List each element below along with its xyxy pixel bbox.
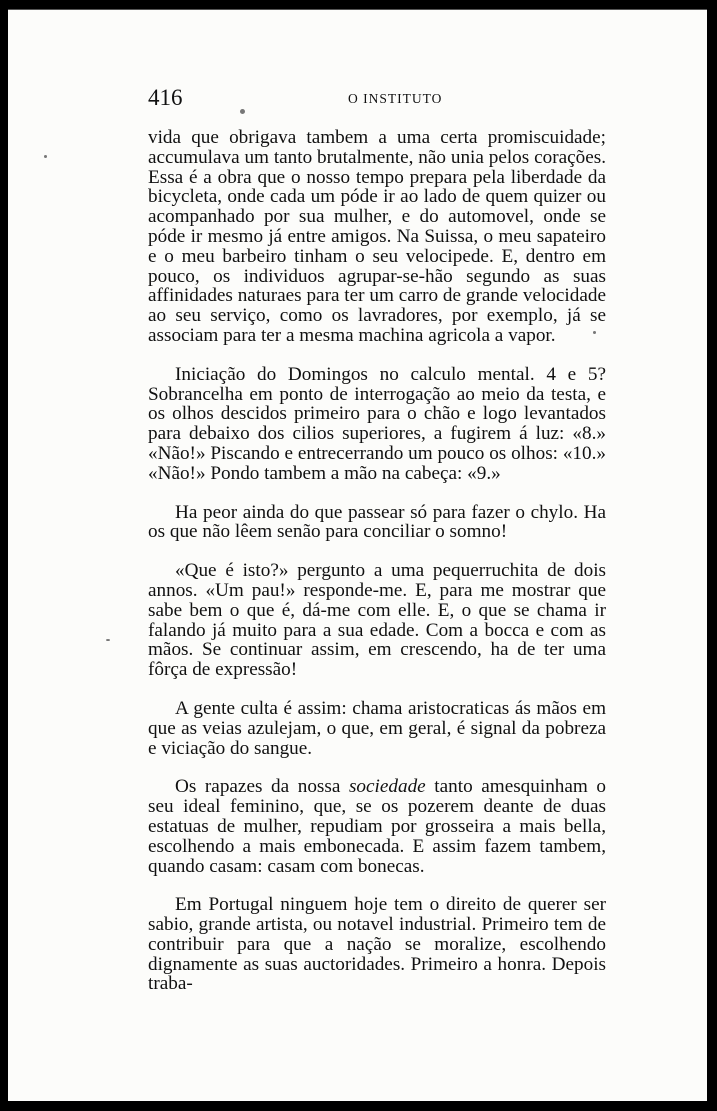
paragraph-society-start: Os rapazes da nossa (175, 776, 349, 798)
paragraph-mental-calculation: Iniciação do Domingos no calculo mental. 4 e 5? Sobrancelha em ponto de interrogação ao meio da testa, e os olhos descidos primeiro para o chão e logo levantados para debaixo dos cilios superiores, a fugirem á luz: «8.» «Não!» Piscando e entrecerrando um pouco os olhos: «10.» «Não!» Pondo tambem a mão na cabeça: «9.» (148, 363, 606, 484)
paragraph-bicycle: vida que obrigava tambem a uma certa promiscuidade; accumulava um tanto brutalmente, não unia pelos corações. Essa é a obra que o nosso tempo prepara pela liberdade da bicycleta, onde cada um póde ir ao lado de quem quizer ou acompanhado por sua mulher, e do automovel, onde se póde ir mesmo já entre amigos. Na Suissa, o meu sapateiro e o meu barbeiro tinham o seu velocipede. E, dentro em pouco, os individuos agrupar-se-hão segundo as suas affinidades naturaes para ter um carro de grande velocidade ao seu serviço, como os lavradores, por exemplo, já se associam para ter a mesma machina agricola a vapor. (148, 127, 606, 346)
paragraph-portugal: Em Portugal ninguem hoje tem o direito de querer ser sabio, grande artista, ou notavel industrial. Primeiro tem de contribuir para que a nação se moralize, escolhendo dignamente as suas auctoridades. Primeiro a honra. Depois traba- (148, 894, 606, 995)
ink-speck (44, 155, 47, 158)
paragraph-hands: A gente culta é assim: chama aristocraticas ás mãos em que as veias azulejam, o que, em geral, é signal da pobreza e viciação do sangue. (148, 697, 606, 759)
page-edge-line (8, 9, 707, 10)
paragraph-child: «Que é isto?» pergunto a uma pequerruchita de dois annos. «Um pau!» responde-me. E, para me mostrar que sabe bem o que é, dá-me com elle. E, o que se chama ir falando já muito para a sua edade. Com a bocca e com as mãos. Se continuar assim, em crescendo, ha de ter uma fôrça de expressão! (148, 560, 606, 681)
paragraph-society-end: tanto amesquinham o seu ideal feminino, que, se os pozerem deante de duas estatuas de mulher, repudiam por grosseira a mais bella, escolhendo a mais embonecada. E assim fazem tambem, quando casam: casam com bonecas. (148, 776, 607, 877)
page-header (148, 85, 606, 111)
scanned-page (8, 9, 707, 1101)
paragraph-society (148, 777, 606, 876)
ink-speck (106, 639, 110, 641)
body-text (148, 128, 606, 1013)
emphasis-sociedade: sociedade (348, 776, 426, 798)
running-head: O INSTITUTO (348, 91, 443, 106)
page-number: 416 (148, 85, 183, 110)
paragraph-reading: Ha peor ainda do que passear só para fazer o chylo. Ha os que não lêem senão para conciliar o somno! (148, 501, 606, 543)
